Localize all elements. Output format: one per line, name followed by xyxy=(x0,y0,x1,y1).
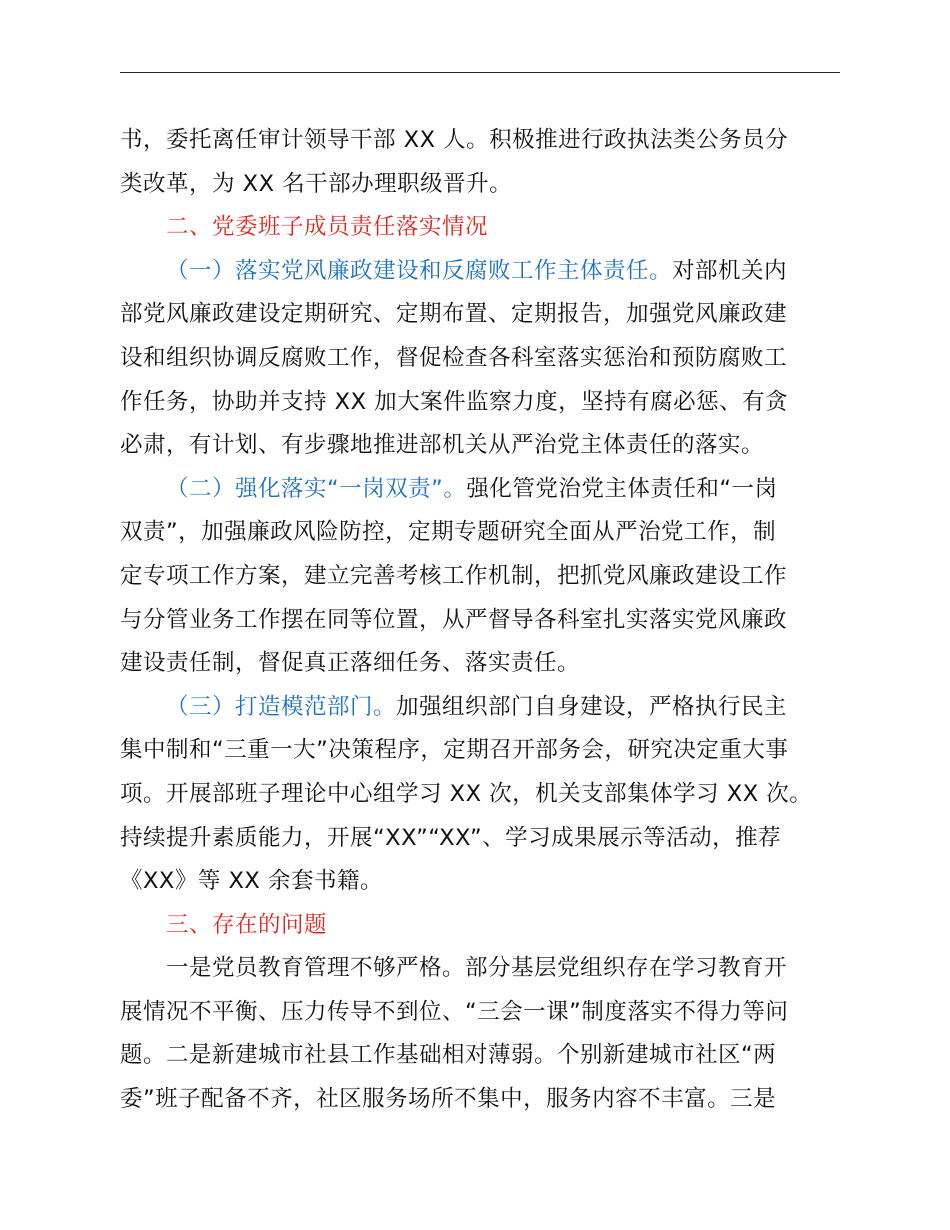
subsection-line: （一）落实党风廉政建设和反腐败工作主体责任。对部机关内 xyxy=(166,257,788,284)
paragraph-line: 设和组织协调反腐败工作，督促检查各科室落实惩治和预防腐败工 xyxy=(120,344,788,371)
subsection-heading: （一）落实党风廉政建设和反腐败工作主体责任。 xyxy=(166,257,673,284)
paragraph-line: 展情况不平衡、压力传导不到位、“三会一课”制度落实不得力等问 xyxy=(120,998,789,1025)
paragraph-line: 项。开展部班子理论中心组学习 XX 次，机关支部集体学习 XX 次。 xyxy=(120,780,813,807)
paragraph-line: 作任务，协助并支持 XX 加大案件监察力度，坚持有腐必惩、有贪 xyxy=(120,388,789,415)
paragraph-line: 《XX》等 XX 余套书籍。 xyxy=(120,868,383,895)
paragraph-line: 部党风廉政建设定期研究、定期布置、定期报告，加强党风廉政建 xyxy=(120,301,788,328)
paragraph-line: 建设责任制，督促真正落细任务、落实责任。 xyxy=(120,650,581,677)
paragraph-line: 定专项工作方案，建立完善考核工作机制，把抓党风廉政建设工作 xyxy=(120,562,788,589)
paragraph-line: 集中制和“三重一大”决策程序，定期召开部务会，研究决定重大事 xyxy=(120,737,789,764)
section-heading: 二、党委班子成员责任落实情况 xyxy=(166,214,489,241)
subsection-line: （三）打造模范部门。加强组织部门自身建设，严格执行民主 xyxy=(166,693,788,720)
paragraph-line: 双责”，加强廉政风险防控，定期专题研究全面从严治党工作，制 xyxy=(120,519,777,546)
paragraph-line: 必肃，有计划、有步骤地推进部机关从严治党主体责任的落实。 xyxy=(120,432,765,459)
subsection-heading: （二）强化落实“一岗双责”。 xyxy=(166,475,467,502)
paragraph-line: 类改革，为 XX 名干部办理职级晋升。 xyxy=(120,170,513,197)
paragraph-line: 题。二是新建城市社县工作基础相对薄弱。个别新建城市社区“两 xyxy=(120,1042,777,1069)
section-heading: 三、存在的问题 xyxy=(166,911,328,938)
subsection-line: （二）强化落实“一岗双责”。强化管党治党主体责任和“一岗 xyxy=(166,475,778,502)
paragraph-line: 委”班子配备不齐，社区服务场所不集中，服务内容不丰富。三是 xyxy=(120,1086,777,1113)
paragraph-line: 与分管业务工作摆在同等位置，从严督导各科室扎实落实党风廉政 xyxy=(120,606,788,633)
paragraph-line: 一是党员教育管理不够严格。部分基层党组织存在学习教育开 xyxy=(166,955,788,982)
paragraph-line: 书，委托离任审计领导干部 XX 人。积极推进行政执法类公务员分 xyxy=(120,127,789,153)
paragraph-line: 持续提升素质能力，开展“XX”“XX”、学习成果展示等活动，推荐 xyxy=(120,824,782,851)
subsection-heading: （三）打造模范部门。 xyxy=(166,693,397,720)
document-body xyxy=(120,119,840,1122)
header-rule xyxy=(120,72,840,73)
